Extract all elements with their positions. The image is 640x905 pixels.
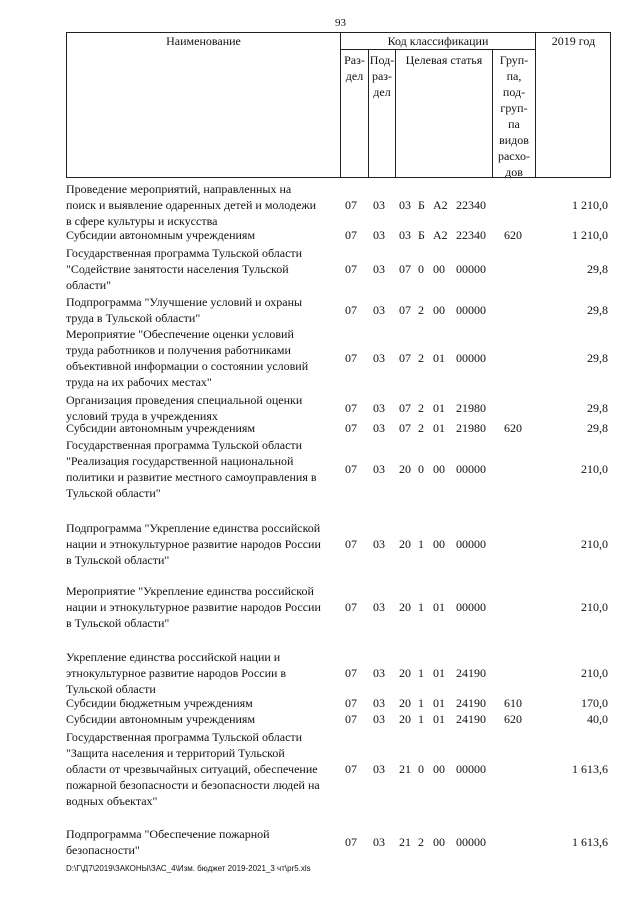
direction-code: 21980 bbox=[456, 401, 486, 415]
program-code: 07 bbox=[399, 401, 411, 415]
table-row bbox=[66, 520, 626, 568]
subprogram-code: 2 bbox=[418, 351, 424, 365]
row-name bbox=[66, 826, 336, 858]
section-code: 07 bbox=[345, 421, 357, 435]
program-code: 07 bbox=[399, 421, 411, 435]
table-row bbox=[66, 437, 626, 501]
row-name-line: нации и этнокультурное развитие народов России bbox=[66, 537, 321, 551]
program-code: 20 bbox=[399, 696, 411, 710]
program-code: 21 bbox=[399, 835, 411, 849]
event-code: 01 bbox=[433, 401, 445, 415]
subsection-code: 03 bbox=[373, 351, 385, 365]
row-name-line: Мероприятие "Обеспечение оценки условий bbox=[66, 327, 294, 341]
program-code: 21 bbox=[399, 762, 411, 776]
program-code: 07 bbox=[399, 303, 411, 317]
row-name-line: труда на их рабочих местах" bbox=[66, 375, 212, 389]
event-code: 01 bbox=[433, 421, 445, 435]
header-year: 2019 год bbox=[551, 34, 596, 48]
row-name-line: Субсидии автономным учреждениям bbox=[66, 421, 256, 435]
subprogram-code: 1 bbox=[418, 666, 424, 680]
header-code: Код классификации bbox=[387, 34, 489, 48]
event-code: 01 bbox=[433, 351, 445, 365]
program-code: 03 bbox=[399, 198, 411, 212]
section-code: 07 bbox=[345, 712, 357, 726]
header-section: Раз- дел bbox=[344, 53, 365, 83]
event-code: 00 bbox=[433, 303, 445, 317]
section-code: 07 bbox=[345, 537, 357, 551]
event-code: 00 bbox=[433, 762, 445, 776]
table-row bbox=[66, 649, 626, 697]
amount-2019: 29,8 bbox=[587, 303, 608, 317]
header-group-line: под- bbox=[502, 85, 526, 99]
row-name bbox=[66, 245, 336, 293]
row-name-line: в Тульской области" bbox=[66, 616, 170, 630]
direction-code: 00000 bbox=[456, 303, 486, 317]
subsection-code: 03 bbox=[373, 421, 385, 435]
table-row bbox=[66, 227, 626, 243]
amount-2019: 29,8 bbox=[587, 401, 608, 415]
table-row bbox=[66, 729, 626, 809]
event-code: 00 bbox=[433, 835, 445, 849]
expense-group-code: 620 bbox=[504, 712, 522, 726]
subprogram-code: 1 bbox=[418, 712, 424, 726]
subsection-code: 03 bbox=[373, 462, 385, 476]
direction-code: 00000 bbox=[456, 351, 486, 365]
program-code: 07 bbox=[399, 262, 411, 276]
expense-group-code: 620 bbox=[504, 421, 522, 435]
target-column-border bbox=[395, 49, 493, 178]
amount-2019: 210,0 bbox=[581, 600, 608, 614]
direction-code: 22340 bbox=[456, 198, 486, 212]
row-name-line: Укрепление единства российской нации и bbox=[66, 650, 281, 664]
subprogram-code: 0 bbox=[418, 762, 424, 776]
subsection-code: 03 bbox=[373, 666, 385, 680]
row-name-line: Организация проведения специальной оценки bbox=[66, 393, 303, 407]
subprogram-code: Б bbox=[418, 228, 425, 242]
table-row bbox=[66, 420, 626, 436]
row-name bbox=[66, 729, 336, 809]
subprogram-code: 2 bbox=[418, 835, 424, 849]
table-row bbox=[66, 695, 626, 711]
subsection-code: 03 bbox=[373, 198, 385, 212]
header-target: Целевая статья bbox=[405, 53, 483, 67]
direction-code: 00000 bbox=[456, 600, 486, 614]
subsection-code: 03 bbox=[373, 696, 385, 710]
program-code: 20 bbox=[399, 666, 411, 680]
row-name-line: Государственная программа Тульской области bbox=[66, 246, 303, 260]
page-number: 93 bbox=[335, 17, 346, 29]
header-group bbox=[492, 52, 536, 180]
row-name-line: Тульской области" bbox=[66, 486, 161, 500]
table-row bbox=[66, 826, 626, 858]
table-row bbox=[66, 326, 626, 390]
program-code: 20 bbox=[399, 600, 411, 614]
section-code: 07 bbox=[345, 401, 357, 415]
row-name bbox=[66, 420, 336, 436]
table-row bbox=[66, 294, 626, 326]
subprogram-code: 0 bbox=[418, 462, 424, 476]
amount-2019: 210,0 bbox=[581, 537, 608, 551]
section-code: 07 bbox=[345, 762, 357, 776]
row-name-line: Подпрограмма "Обеспечение пожарной bbox=[66, 827, 270, 841]
header-group-line: груп- bbox=[500, 101, 528, 115]
row-name-line: "Реализация государственной национальной bbox=[66, 454, 294, 468]
direction-code: 24190 bbox=[456, 712, 486, 726]
row-name-line: нации и этнокультурное развитие народов России bbox=[66, 600, 321, 614]
subprogram-code: 2 bbox=[418, 401, 424, 415]
program-code: 07 bbox=[399, 351, 411, 365]
row-name-line: области от чрезвычайных ситуаций, обеспечение bbox=[66, 762, 318, 776]
row-name-line: Субсидии автономным учреждениям bbox=[66, 228, 256, 242]
amount-2019: 1 613,6 bbox=[572, 762, 608, 776]
event-code: 01 bbox=[433, 600, 445, 614]
file-path-footer: D:\Г\Д7\2019\ЗАКОНЫ\ЗАС_4\Изм. бюджет 2019-2021_3 чт\pr5.xls bbox=[66, 864, 311, 873]
row-name-line: Подпрограмма "Укрепление единства российской bbox=[66, 521, 321, 535]
table-row bbox=[66, 711, 626, 727]
header-group-line: па bbox=[508, 117, 520, 131]
row-name bbox=[66, 711, 336, 727]
amount-2019: 29,8 bbox=[587, 421, 608, 435]
row-name-line: труда в Тульской области" bbox=[66, 311, 201, 325]
row-name-line: пожарной безопасности и безопасности людей на bbox=[66, 778, 320, 792]
section-code: 07 bbox=[345, 351, 357, 365]
event-code: А2 bbox=[433, 198, 448, 212]
subsection-code: 03 bbox=[373, 712, 385, 726]
direction-code: 22340 bbox=[456, 228, 486, 242]
table-row bbox=[66, 181, 626, 229]
direction-code: 00000 bbox=[456, 835, 486, 849]
program-code: 20 bbox=[399, 462, 411, 476]
header-group-line: дов bbox=[505, 165, 523, 179]
table-header bbox=[66, 32, 611, 178]
section-code: 07 bbox=[345, 666, 357, 680]
row-name-line: "Содействие занятости населения Тульской bbox=[66, 262, 289, 276]
section-code: 07 bbox=[345, 303, 357, 317]
subprogram-code: 2 bbox=[418, 303, 424, 317]
row-name-line: водных объектах" bbox=[66, 794, 158, 808]
header-name: Наименование bbox=[166, 34, 241, 48]
subsection-code: 03 bbox=[373, 262, 385, 276]
direction-code: 00000 bbox=[456, 537, 486, 551]
amount-2019: 29,8 bbox=[587, 262, 608, 276]
row-name-line: области" bbox=[66, 278, 112, 292]
header-group-line: па, bbox=[506, 69, 522, 83]
amount-2019: 210,0 bbox=[581, 666, 608, 680]
amount-2019: 29,8 bbox=[587, 351, 608, 365]
program-code: 20 bbox=[399, 537, 411, 551]
program-code: 20 bbox=[399, 712, 411, 726]
row-name-line: Субсидии автономным учреждениям bbox=[66, 712, 256, 726]
amount-2019: 210,0 bbox=[581, 462, 608, 476]
amount-2019: 1 210,0 bbox=[572, 228, 608, 242]
expense-group-code: 620 bbox=[504, 228, 522, 242]
row-name-line: Подпрограмма "Улучшение условий и охраны bbox=[66, 295, 303, 309]
program-code: 03 bbox=[399, 228, 411, 242]
row-name bbox=[66, 227, 336, 243]
direction-code: 21980 bbox=[456, 421, 486, 435]
header-group-line: видов bbox=[499, 133, 529, 147]
row-name-line: объективной информации о состоянии условий bbox=[66, 359, 309, 373]
section-code: 07 bbox=[345, 228, 357, 242]
table-row bbox=[66, 583, 626, 631]
expense-group-code: 610 bbox=[504, 696, 522, 710]
header-subsection: Под- раз- дел bbox=[369, 53, 395, 99]
header-group-line: расхо- bbox=[497, 149, 531, 163]
subprogram-code: 1 bbox=[418, 696, 424, 710]
subprogram-code: Б bbox=[418, 198, 425, 212]
table-row bbox=[66, 245, 626, 293]
amount-2019: 40,0 bbox=[587, 712, 608, 726]
row-name bbox=[66, 437, 336, 501]
row-name-line: в сфере культуры и искусства bbox=[66, 214, 218, 228]
row-name bbox=[66, 294, 336, 326]
event-code: 01 bbox=[433, 696, 445, 710]
section-code: 07 bbox=[345, 696, 357, 710]
section-code: 07 bbox=[345, 462, 357, 476]
row-name bbox=[66, 520, 336, 568]
subsection-code: 03 bbox=[373, 600, 385, 614]
row-name-line: Проведение мероприятий, направленных на bbox=[66, 182, 292, 196]
direction-code: 24190 bbox=[456, 696, 486, 710]
row-name-line: условий труда в учреждениях bbox=[66, 409, 218, 423]
subsection-code: 03 bbox=[373, 835, 385, 849]
row-name-line: Государственная программа Тульской области bbox=[66, 438, 303, 452]
row-name bbox=[66, 695, 336, 711]
subprogram-code: 1 bbox=[418, 600, 424, 614]
subprogram-code: 0 bbox=[418, 262, 424, 276]
row-name-line: Субсидии бюджетным учреждениям bbox=[66, 696, 253, 710]
row-name bbox=[66, 583, 336, 631]
row-name-line: Мероприятие "Укрепление единства российской bbox=[66, 584, 314, 598]
event-code: 00 bbox=[433, 537, 445, 551]
subsection-code: 03 bbox=[373, 401, 385, 415]
row-name-line: Государственная программа Тульской области bbox=[66, 730, 303, 744]
subsection-code: 03 bbox=[373, 537, 385, 551]
amount-2019: 170,0 bbox=[581, 696, 608, 710]
subsection-code: 03 bbox=[373, 303, 385, 317]
event-code: 01 bbox=[433, 712, 445, 726]
section-code: 07 bbox=[345, 835, 357, 849]
section-code: 07 bbox=[345, 600, 357, 614]
direction-code: 00000 bbox=[456, 762, 486, 776]
row-name-line: политики и развитие местного самоуправления в bbox=[66, 470, 317, 484]
row-name-line: поиск и выявление одаренных детей и молодежи bbox=[66, 198, 317, 212]
section-code: 07 bbox=[345, 262, 357, 276]
subprogram-code: 1 bbox=[418, 537, 424, 551]
event-code: А2 bbox=[433, 228, 448, 242]
amount-2019: 1 613,6 bbox=[572, 835, 608, 849]
event-code: 00 bbox=[433, 462, 445, 476]
row-name-line: Тульской области bbox=[66, 682, 156, 696]
row-name-line: труда работников и получения работниками bbox=[66, 343, 291, 357]
row-name-line: этнокультурное развитие народов России в bbox=[66, 666, 287, 680]
row-name bbox=[66, 649, 336, 697]
amount-2019: 1 210,0 bbox=[572, 198, 608, 212]
direction-code: 24190 bbox=[456, 666, 486, 680]
direction-code: 00000 bbox=[456, 462, 486, 476]
row-name-line: безопасности" bbox=[66, 843, 140, 857]
name-column-border bbox=[66, 32, 341, 178]
header-group-line: Груп- bbox=[499, 53, 529, 67]
row-name-line: "Защита населения и территорий Тульской bbox=[66, 746, 285, 760]
subsection-code: 03 bbox=[373, 228, 385, 242]
direction-code: 00000 bbox=[456, 262, 486, 276]
row-name bbox=[66, 181, 336, 229]
subprogram-code: 2 bbox=[418, 421, 424, 435]
subsection-code: 03 bbox=[373, 762, 385, 776]
row-name bbox=[66, 326, 336, 390]
event-code: 01 bbox=[433, 666, 445, 680]
row-name-line: в Тульской области" bbox=[66, 553, 170, 567]
section-code: 07 bbox=[345, 198, 357, 212]
event-code: 00 bbox=[433, 262, 445, 276]
